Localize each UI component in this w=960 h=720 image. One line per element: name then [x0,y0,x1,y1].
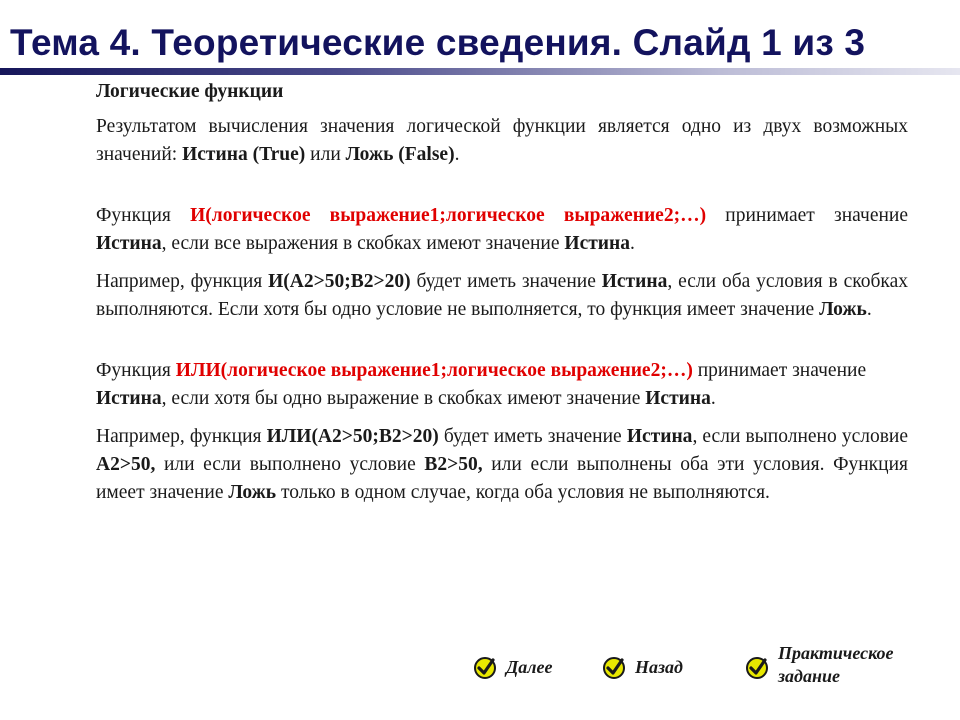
and-def-text-3: , если все выражения в скобках имеют значение [161,233,565,254]
and-def-text-1: Функция [96,205,191,226]
or-def-text-2: принимает значение [692,360,867,381]
and-def-true-1: Истина [96,233,162,254]
slide-content [96,78,908,507]
slide-title: Тема 4. Теоретические сведения. Слайд 1 из 3 [10,22,866,63]
or-ex-text-1: Например, функция [96,426,267,447]
or-ex-cond-b2: В2>50, [424,454,483,475]
and-definition-paragraph [96,202,908,258]
or-ex-cond-a2: А2>50, [96,454,156,475]
intro-text-2: или [305,144,346,165]
or-definition-paragraph [96,357,908,413]
or-ex-text-3: , если выполнено условие [692,426,909,447]
intro-text-3: . [454,144,460,165]
next-button[interactable] [472,654,553,680]
or-def-text-1: Функция [96,360,176,381]
check-bullet-icon [744,654,770,680]
and-ex-text-3: , если оба условия в скобках выполняются. Если хотя бы одно условие не выполняется, то функция имеет значение [96,271,908,320]
or-ex-true: Истина [626,426,693,447]
or-def-true-1: Истина [96,388,162,409]
and-function-signature: И(логическое выражение1;логическое выражение2;…) [190,205,707,226]
and-ex-true: Истина [601,271,668,292]
and-ex-false: Ложь [819,299,867,320]
back-label: Назад [635,656,683,677]
or-ex-formula: ИЛИ(А2>50;В2>20) [266,426,439,447]
or-ex-false: Ложь [228,482,277,503]
check-bullet-icon [601,654,627,680]
and-ex-text-4: . [866,299,872,320]
or-def-text-4: . [710,388,716,409]
and-ex-text-1: Например, функция [96,271,269,292]
practice-label [778,642,894,688]
subheading: Логические функции [96,81,284,102]
or-example-paragraph [96,423,908,507]
and-def-text-4: . [630,233,635,254]
or-ex-text-6: только в одном случае, когда оба условия не выполняются. [276,482,770,503]
intro-text-1: Результатом вычисления значения логической функции является одно из двух возможных значений: [96,116,908,165]
intro-true-value: Истина (True) [182,144,306,165]
and-ex-formula: И(А2>50;В2>20) [268,271,411,292]
intro-paragraph [96,113,908,169]
title-underline-bar [0,68,960,75]
and-def-text-2: принимает значение [706,205,909,226]
practice-label-line1: Практическое [778,643,894,663]
or-ex-text-2: будет иметь значение [438,426,627,447]
or-ex-text-5: или если выполнены оба эти условия. Функция имеет значение [96,454,908,503]
and-ex-text-2: будет иметь значение [410,271,602,292]
check-bullet-icon [472,654,498,680]
practice-task-button[interactable] [744,642,894,688]
and-def-true-2: Истина [564,233,631,254]
intro-false-value: Ложь (False) [345,144,455,165]
or-def-true-2: Истина [645,388,711,409]
or-ex-text-4: или если выполнено условие [155,454,425,475]
or-def-text-3: , если хотя бы одно выражение в скобках имеют значение [161,388,646,409]
and-example-paragraph [96,268,908,324]
or-function-signature: ИЛИ(логическое выражение1;логическое выражение2;…) [175,360,693,381]
practice-label-line2: задание [778,666,840,686]
next-label: Далее [506,656,553,677]
back-button[interactable] [601,654,683,680]
